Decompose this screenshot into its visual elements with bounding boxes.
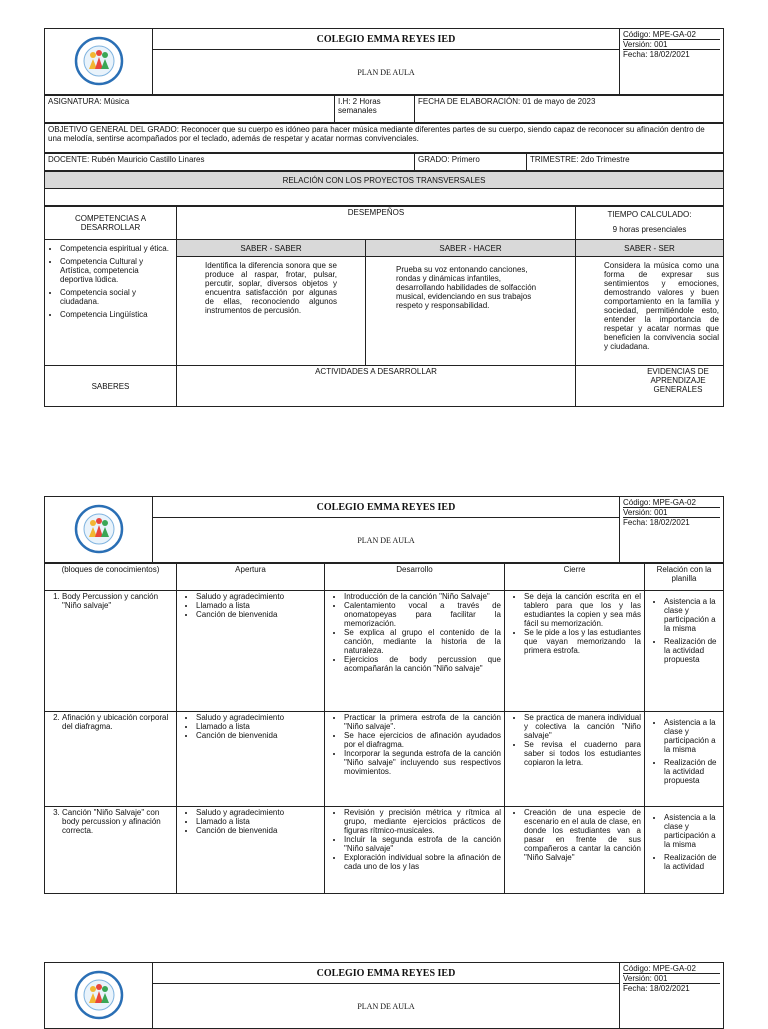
cierre-list — [508, 592, 641, 655]
list-item: • Se explica al grupo el contenido de la canción, mediante la historia de la naturaleza. — [344, 628, 501, 655]
docente-table — [44, 153, 724, 171]
competencia-item: • Competencia Cultural y Artística, competencia deportiva lúdica. — [60, 257, 173, 284]
saber-ser-text: Considera la música como una forma de expresar sus sentimientos y emociones, demostrando valores y buen comportamiento en la familia y sociedad, permitiéndole esto, entender la importancia de respetar y acatar normas que beneficien la convivencia social y ciudadana. — [576, 257, 724, 366]
page-1 — [44, 28, 724, 407]
bloque-cell — [45, 807, 177, 894]
list-item: • Asistencia a la clase y participación a la misma — [664, 718, 720, 754]
school-logo-cell — [45, 963, 153, 1029]
list-item: • Revisión y precisión métrica y rítmica al grupo, mediante ejercicios prácticos de figuras rítmico-musicales. — [344, 808, 501, 835]
apertura-list — [180, 808, 321, 835]
saber-saber-header: SABER - SABER — [177, 240, 366, 257]
col-relacion: Relación con la planilla — [645, 564, 724, 591]
header-table-2 — [44, 496, 724, 563]
trimestre: TRIMESTRE: 2do Trimestre — [527, 154, 724, 171]
apertura-list — [180, 592, 321, 619]
list-item: • Llamado a lista — [196, 817, 321, 826]
desarrollo-list — [328, 808, 501, 871]
saber-saber-text: Identifica la diferencia sonora que se produce al raspar, frotar, pulsar, percutir, soplar, diversos objetos y encuentra satisfacción por algunas de ellas, reconociendo algunos instrumentos de percusión. — [177, 257, 366, 366]
info-table — [44, 95, 724, 123]
relacion-list — [648, 813, 720, 871]
cierre-cell — [505, 712, 645, 807]
relacion-list — [648, 597, 720, 664]
doc-date: Fecha: 18/02/2021 — [623, 49, 720, 59]
list-item: • Saludo y agradecimiento — [196, 808, 321, 817]
competencias-table — [44, 206, 724, 407]
docente: DOCENTE: Rubén Mauricio Castillo Linares — [45, 154, 415, 171]
desarrollo-cell — [325, 712, 505, 807]
actividades-header: ACTIVIDADES A DESARROLLAR — [177, 366, 576, 407]
doc-code-cell — [620, 497, 724, 563]
apertura-cell — [177, 712, 325, 807]
list-item: • Asistencia a la clase y participación a la misma — [664, 597, 720, 633]
school-name: COLEGIO EMMA REYES IED — [153, 29, 620, 50]
list-item: • Incluir la segunda estrofa de la canción "Niño salvaje" — [344, 835, 501, 853]
apertura-cell — [177, 807, 325, 894]
competencias-title: COMPETENCIAS A DESARROLLAR — [45, 207, 177, 240]
doc-date: Fecha: 18/02/2021 — [623, 517, 720, 527]
table-row — [45, 807, 724, 894]
desarrollo-list — [328, 592, 501, 673]
bloque-list — [48, 808, 173, 835]
saberes-header: SABERES — [45, 366, 177, 407]
tiempo-value: 9 horas presenciales — [612, 225, 687, 234]
cierre-cell — [505, 591, 645, 712]
bloque-list — [48, 713, 173, 731]
saber-hacer-text: Prueba su voz entonando canciones, rondas y dinámicas infantiles, desarrollando habilidades de solfacción musical, evidenciando en sus trabajos respeto y responsabilidad. — [366, 257, 576, 366]
desempenos-title: DESEMPEÑOS — [177, 207, 576, 240]
bloque-text: 2. Afinación y ubicación corporal del diafragma. — [62, 713, 173, 731]
list-item: • Realización de la actividad propuesta — [664, 637, 720, 664]
list-item: • Calentamiento vocal a través de onomatopeyas para facilitar la memorización. — [344, 601, 501, 628]
list-item: • Llamado a lista — [196, 601, 321, 610]
school-logo-icon — [69, 504, 129, 554]
list-item: • Se revisa el cuaderno para saber si todos los estudiantes copiaron la letra. — [524, 740, 641, 767]
table-row — [45, 591, 724, 712]
list-item: • Realización de la actividad — [664, 853, 720, 871]
list-item: • Se deja la canción escrita en el tablero para que los y las estudiantes la copien y sea más fácil su memorización. — [524, 592, 641, 628]
competencias-list — [48, 244, 173, 319]
school-logo-cell — [45, 497, 153, 563]
school-name: COLEGIO EMMA REYES IED — [153, 497, 620, 518]
objetivo-general: OBJETIVO GENERAL DEL GRADO: Reconocer que su cuerpo es idóneo para hacer música mediante diferentes partes de su cuerpo, siendo capaz de reconocer su afinación dentro de una melodía, sentirse acompañados por el teclado, además de respetar y acatar normas convivenciales. — [45, 124, 724, 153]
col-desarrollo: Desarrollo — [325, 564, 505, 591]
competencia-item: • Competencia Lingüística — [60, 310, 173, 319]
relacion-proyectos: RELACIÓN CON LOS PROYECTOS TRANSVERSALES — [45, 172, 724, 189]
list-item: • Se practica de manera individual y colectiva la canción "Niño salvaje" — [524, 713, 641, 740]
competencia-item: • Competencia espiritual y ética. — [60, 244, 173, 253]
list-item: • Incorporar la segunda estrofa de la canción "Niño salvaje" incluyendo sus respectivos movimientos. — [344, 749, 501, 776]
objetivo-table — [44, 123, 724, 153]
relacion-list — [648, 718, 720, 785]
relacion-table — [44, 171, 724, 206]
bloque-cell — [45, 591, 177, 712]
col-bloques: (bloques de conocimientos) — [45, 564, 177, 591]
doc-code-cell — [620, 29, 724, 95]
school-logo-cell — [45, 29, 153, 95]
relacion-cell — [645, 712, 724, 807]
relacion-cell — [645, 807, 724, 894]
list-item: • Ejercicios de body percussion que acompañarán la canción "Niño salvaje" — [344, 655, 501, 673]
list-item: • Realización de la actividad propuesta — [664, 758, 720, 785]
list-item: • Creación de una especie de escenario en el aula de clase, en donde los estudiantes van a pasar en frente de sus compañeros a cantar la canción "Niño Salvaje" — [524, 808, 641, 862]
list-item: • Exploración individual sobre la afinación de cada uno de los y las — [344, 853, 501, 871]
school-logo-icon — [69, 970, 129, 1020]
list-item: • Se le pide a los y las estudiantes que vayan memorizando la primera estrofa. — [524, 628, 641, 655]
table-row — [45, 712, 724, 807]
list-item: • Asistencia a la clase y participación a la misma — [664, 813, 720, 849]
page-3 — [44, 962, 724, 1029]
cierre-list — [508, 713, 641, 767]
doc-code-cell — [620, 963, 724, 1029]
doc-version: Versión: 001 — [623, 973, 720, 983]
cierre-list — [508, 808, 641, 862]
tiempo-cell — [576, 207, 724, 240]
saber-ser-header: SABER - SER — [576, 240, 724, 257]
list-item: • Saludo y agradecimiento — [196, 592, 321, 601]
competencias-list-cell — [45, 240, 177, 366]
apertura-list — [180, 713, 321, 740]
intensidad-horaria: I.H: 2 Horas semanales — [335, 96, 415, 123]
relacion-empty — [45, 189, 724, 206]
school-logo-icon — [69, 36, 129, 86]
school-name: COLEGIO EMMA REYES IED — [153, 963, 620, 984]
doc-code: Código: MPE-GA-02 — [623, 964, 696, 973]
list-item: • Saludo y agradecimiento — [196, 713, 321, 722]
activities-table — [44, 563, 724, 894]
header-table-1 — [44, 28, 724, 95]
asignatura: ASIGNATURA: Música — [45, 96, 335, 123]
bloque-cell — [45, 712, 177, 807]
plan-title: PLAN DE AULA — [153, 984, 620, 1029]
fecha-elaboracion: FECHA DE ELABORACIÓN: 01 de mayo de 2023 — [415, 96, 724, 123]
list-item: • Llamado a lista — [196, 722, 321, 731]
competencia-item: • Competencia social y ciudadana. — [60, 288, 173, 306]
bloque-text: 3. Canción "Niño Salvaje" con body percussion y afinación correcta. — [62, 808, 173, 835]
list-item: • Canción de bienvenida — [196, 731, 321, 740]
plan-title: PLAN DE AULA — [153, 518, 620, 563]
list-item: • Introducción de la canción "Niño Salvaje" — [344, 592, 501, 601]
doc-version: Versión: 001 — [623, 39, 720, 49]
apertura-cell — [177, 591, 325, 712]
doc-code: Código: MPE-GA-02 — [623, 498, 696, 507]
list-item: • Canción de bienvenida — [196, 610, 321, 619]
desarrollo-list — [328, 713, 501, 776]
desarrollo-cell — [325, 591, 505, 712]
relacion-cell — [645, 591, 724, 712]
doc-code: Código: MPE-GA-02 — [623, 30, 696, 39]
evidencias-header: EVIDENCIAS DE APRENDIZAJE GENERALES — [576, 366, 724, 407]
bloque-list — [48, 592, 173, 610]
col-apertura: Apertura — [177, 564, 325, 591]
col-cierre: Cierre — [505, 564, 645, 591]
list-item: • Se hace ejercicios de afinación ayudados por el diafragma. — [344, 731, 501, 749]
list-item: • Practicar la primera estrofa de la canción "Niño salvaje". — [344, 713, 501, 731]
cierre-cell — [505, 807, 645, 894]
page-2 — [44, 496, 724, 894]
header-table-3 — [44, 962, 724, 1029]
doc-version: Versión: 001 — [623, 507, 720, 517]
desarrollo-cell — [325, 807, 505, 894]
list-item: • Canción de bienvenida — [196, 826, 321, 835]
plan-title: PLAN DE AULA — [153, 50, 620, 95]
tiempo-label: TIEMPO CALCULADO: — [607, 210, 692, 219]
grado: GRADO: Primero — [415, 154, 527, 171]
bloque-text: 1. Body Percussion y canción "Niño salvaje" — [62, 592, 173, 610]
doc-date: Fecha: 18/02/2021 — [623, 983, 720, 993]
saber-hacer-header: SABER - HACER — [366, 240, 576, 257]
